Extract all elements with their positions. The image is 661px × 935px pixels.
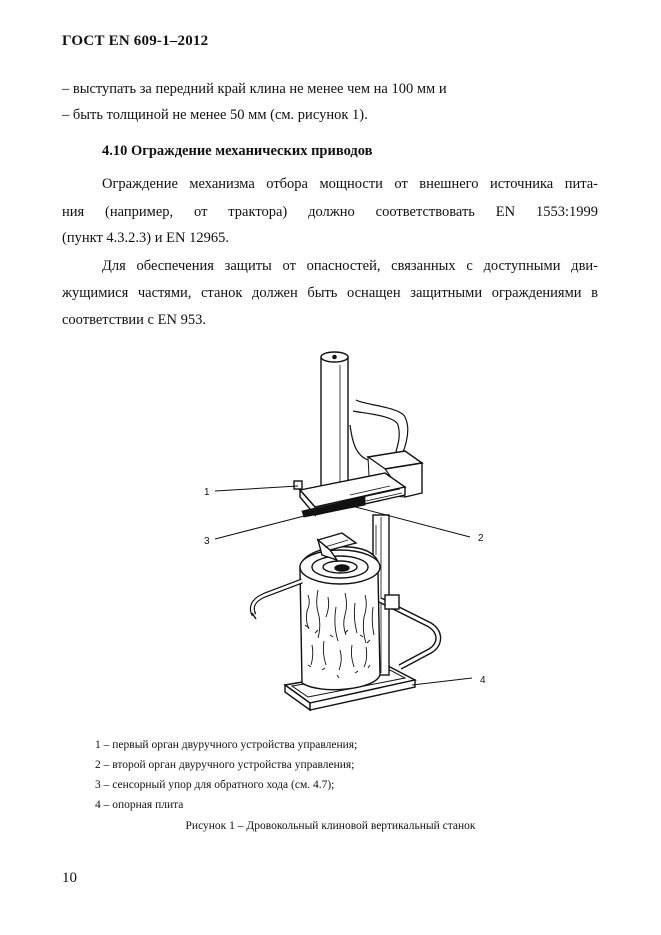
log-splitter-figure xyxy=(190,345,510,735)
figure-caption: Рисунок 1 – Дровокольный клиновой вертикальный станок xyxy=(185,820,476,832)
list-item: – быть толщиной не менее 50 мм (см. рисунок 1). xyxy=(62,107,368,123)
hydraulic-cylinder xyxy=(321,352,348,502)
paragraph-line: Ограждение механизма отбора мощности от внешнего источника пита- xyxy=(102,176,598,192)
guard-beam xyxy=(294,473,405,517)
callout-1: 1 xyxy=(204,487,210,498)
page-number: 10 xyxy=(62,870,77,886)
log xyxy=(300,547,380,690)
callout-4: 4 xyxy=(480,675,486,686)
hydraulic-hoses xyxy=(350,400,408,460)
legend-item: 1 – первый орган двуручного устройства управления; xyxy=(95,739,358,751)
list-item: – выступать за передний край клина не менее чем на 100 мм и xyxy=(62,81,447,97)
callout-2: 2 xyxy=(478,533,484,544)
section-title: 4.10 Ограждение механических приводов xyxy=(102,143,373,159)
document-header: ГОСТ EN 609-1–2012 xyxy=(62,33,209,49)
paragraph-line: (пункт 4.3.2.3) и EN 12965. xyxy=(62,230,229,246)
legend-item: 3 – сенсорный упор для обратного хода (см. 4.7); xyxy=(95,779,335,791)
paragraph-line: жущимися частями, станок должен быть оснащен защитными ограждениями в xyxy=(62,285,598,301)
paragraph-line: соответствии с EN 953. xyxy=(62,312,206,328)
legend-item: 4 – опорная плита xyxy=(95,799,184,811)
callout-3: 3 xyxy=(204,536,210,547)
paragraph-line: ния (например, от трактора) должно соответствовать EN 1553:1999 xyxy=(62,204,598,220)
paragraph-line: Для обеспечения защиты от опасностей, связанных с доступными дви- xyxy=(102,258,598,274)
legend-item: 2 – второй орган двуручного устройства управления; xyxy=(95,759,355,771)
left-handle xyxy=(252,581,302,619)
